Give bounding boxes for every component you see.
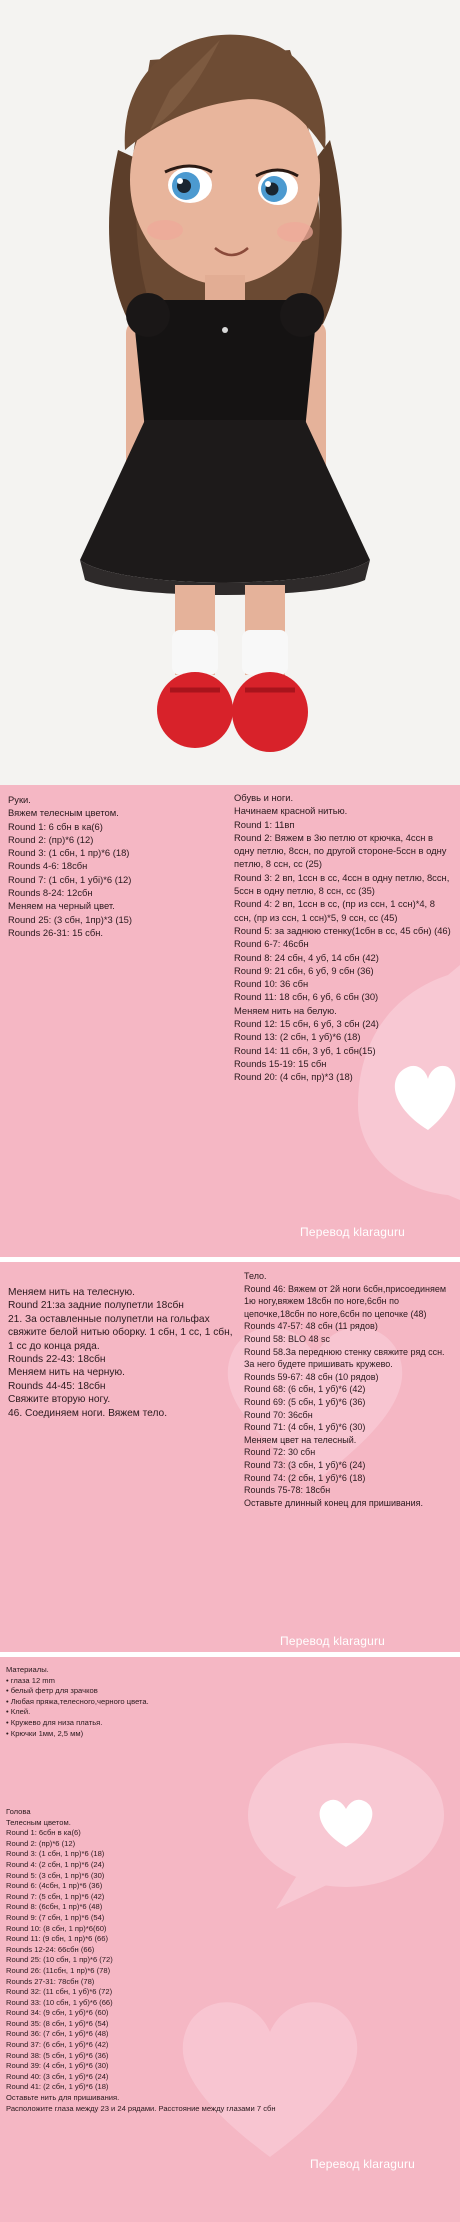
- text-line: Round 33: (10 сбн, 1 уб)*6 (66): [6, 1997, 113, 2007]
- head-instructions: [6, 1807, 276, 2114]
- translator-credit: Перевод klaraguru: [310, 2157, 416, 2171]
- text-line: Round 13: (2 сбн, 1 уб)*6 (18): [234, 1031, 361, 1043]
- text-line: Round 69: (5 сбн, 1 уб)*6 (36): [244, 1396, 366, 1407]
- text-line: Round 25: (3 сбн, 1пр)*3 (15): [8, 913, 133, 925]
- text-line: Round 12: 15 сбн, 6 уб, 3 сбн (24): [234, 1018, 379, 1030]
- text-line: Round 3: (1 сбн, 1 пр)*6 (18): [6, 1849, 105, 1859]
- text-line: Round 32: (11 сбн, 1 уб)*6 (72): [6, 1987, 113, 1997]
- text-line: Rounds 47-57: 48 сбн (11 рядов): [244, 1321, 378, 1332]
- text-line: Меняем нить на черную.: [8, 1367, 125, 1379]
- text-line: Rounds 75-78: 18сбн: [244, 1485, 331, 1496]
- text-line: Round 3: 2 вп, 1ссн в сс, 4ссн в одну петлю, 8ссн, 5ссн в одну петлю, 8 ссн, сс (35): [234, 871, 450, 897]
- materials-list: [6, 1665, 149, 1739]
- pattern-panel-legs-body: [0, 1262, 460, 1652]
- text-line: Rounds 22-43: 18сбн: [8, 1354, 106, 1366]
- text-line: Вяжем телесным цветом.: [8, 807, 119, 819]
- text-line: Round 6: (4сбн, 1 пр)*6 (36): [6, 1881, 103, 1891]
- text-line: Round 5: за заднюю стенку(1сбн в сс, 45 сбн) (46): [234, 924, 451, 936]
- text-line: Round 73: (3 сбн, 1 уб)*6 (24): [244, 1459, 366, 1470]
- text-line: Round 2: (пр)*6 (12): [6, 1838, 76, 1848]
- text-line: • Кружево для низа платья.: [6, 1717, 103, 1727]
- text-line: Материалы.: [6, 1665, 49, 1674]
- text-line: Round 72: 30 сбн: [244, 1447, 316, 1458]
- text-line: Round 26: (11сбн, 1 пр)*6 (78): [6, 1965, 111, 1975]
- arms-instructions: [8, 793, 132, 939]
- text-line: Голова: [6, 1807, 31, 1816]
- text-line: Round 71: (4 сбн, 1 уб)*6 (30): [244, 1422, 366, 1433]
- text-line: Оставьте длинный конец для пришивания.: [244, 1497, 424, 1508]
- text-line: Round 11: 18 сбн, 6 уб, 6 сбн (30): [234, 991, 379, 1003]
- text-line: Round 2: Вяжем в 3ю петлю от крючка, 4ссн в одну петлю, 8ссн, по другой стороне-5ссн в одну петлю, 8 ссн, сс (25): [234, 831, 447, 870]
- text-line: Round 11: (9 сбн, 1 пр)*6 (66): [6, 1934, 108, 1944]
- body-instructions: [244, 1270, 456, 1509]
- text-line: Round 1: 6сбн в ка(6): [6, 1828, 81, 1838]
- text-line: • белый фетр для зрачков: [6, 1686, 98, 1696]
- text-line: Round 4: (2 сбн, 1 пр)*6 (24): [6, 1859, 105, 1869]
- text-line: Round 8: (6сбн, 1 пр)*6 (48): [6, 1902, 103, 1912]
- text-line: Обувь и ноги.: [234, 792, 294, 803]
- text-line: Расположите глаза между 23 и 24 рядами. Расстояние между глазами 7 сбн: [6, 2103, 276, 2113]
- text-line: Round 10: (8 сбн, 1 пр)*6(60): [6, 1923, 107, 1933]
- text-line: Round 6-7: 46сбн: [234, 938, 309, 950]
- text-line: Rounds 8-24: 12сбн: [8, 887, 93, 899]
- text-line: Round 70: 36сбн: [244, 1409, 313, 1420]
- text-line: Rounds 26-31: 15 сбн.: [8, 926, 103, 938]
- text-line: Round 36: (7 сбн, 1 уб)*6 (48): [6, 2029, 109, 2039]
- text-line: Round 3: (1 сбн, 1 пр)*6 (18): [8, 847, 130, 859]
- translator-credit: Перевод klaraguru: [300, 1225, 406, 1239]
- text-line: • Клей.: [6, 1707, 31, 1717]
- text-line: Rounds 59-67: 48 сбн (10 рядов): [244, 1371, 379, 1382]
- text-line: Rounds 4-6: 18сбн: [8, 860, 88, 872]
- text-line: 21. За оставленные полупетли на гольфах свяжите белой нитью оборку. 1 сбн, 1 сс, 1 сбн, 1 сс до конца ряда.: [8, 1313, 233, 1352]
- text-line: • глаза 12 mm: [6, 1675, 55, 1685]
- text-line: Round 58.За переднюю стенку свяжите ряд ссн. За него будете пришивать кружево.: [244, 1346, 445, 1370]
- text-line: Rounds 15-19: 15 сбн: [234, 1057, 327, 1069]
- text-line: Round 46: Вяжем от 2й ноги 6сбн,присоединяем 1ю ногу,вяжем 18сбн по ноге,6сбн по цепочке,18сбн по ноге,6сбн по цепочке (48): [244, 1283, 447, 1319]
- text-line: • Любая пряжа,телесного,черного цвета.: [6, 1696, 149, 1706]
- text-line: Round 14: 11 сбн, 3 уб, 1 сбн(15): [234, 1044, 376, 1056]
- text-line: Меняем нить на белую.: [234, 1004, 337, 1016]
- text-line: Round 37: (6 сбн, 1 уб)*6 (42): [6, 2040, 109, 2050]
- shoes-legs-instructions: [234, 791, 454, 1084]
- text-line: Round 2: (пр)*6 (12): [8, 833, 94, 845]
- text-line: Round 40: (3 сбн, 1 уб)*6 (24): [6, 2071, 109, 2081]
- text-line: Round 35: (8 сбн, 1 уб)*6 (54): [6, 2018, 109, 2028]
- text-line: Телесным цветом.: [6, 1817, 71, 1827]
- text-line: Round 1: 6 сбн в ка(6): [8, 820, 103, 832]
- text-line: Round 10: 36 сбн: [234, 978, 309, 990]
- text-line: Round 7: (5 сбн, 1 пр)*6 (42): [6, 1891, 105, 1901]
- text-line: Round 58: BLO 48 sc: [244, 1333, 331, 1344]
- pattern-panel-materials-head: [0, 1657, 460, 2222]
- text-line: Меняем нить на телесную.: [8, 1287, 135, 1298]
- text-line: Round 8: 24 сбн, 4 уб, 14 сбн (42): [234, 951, 379, 963]
- text-line: • Крючки 1мм, 2,5 мм): [6, 1728, 84, 1738]
- text-line: Rounds 27-31: 78сбн (78): [6, 1976, 95, 1986]
- text-line: Round 41: (2 сбн, 1 уб)*6 (18): [6, 2082, 109, 2092]
- translator-credit: Перевод klaraguru: [280, 1634, 386, 1648]
- text-line: Round 21:за задние полупетли 18сбн: [8, 1300, 184, 1312]
- text-line: Round 7: (1 сбн, 1 убі)*6 (12): [8, 873, 132, 885]
- doll-photo: [0, 0, 460, 785]
- text-line: Round 38: (5 сбн, 1 уб)*6 (36): [6, 2050, 109, 2060]
- text-line: Руки.: [8, 794, 31, 805]
- text-line: Начинаем красной нитью.: [234, 805, 348, 817]
- text-line: Round 4: 2 вп, 1ссн в сс, (пр из ссн, 1 ссн)*4, 8 ссн, (пр из ссн, 1 ссн)*5, 9 ссн, сс (45): [234, 898, 435, 923]
- text-line: Меняем на черный цвет.: [8, 900, 115, 912]
- text-line: Меняем цвет на телесный.: [244, 1434, 357, 1445]
- legs-instructions: [8, 1286, 240, 1420]
- text-line: Свяжите вторую ногу.: [8, 1394, 111, 1406]
- pattern-panel-arms-shoes: [0, 785, 460, 1257]
- text-line: Round 34: (9 сбн, 1 уб)*6 (60): [6, 2008, 109, 2018]
- text-line: Round 1: 11вп: [234, 818, 295, 830]
- text-line: Rounds 12-24: 66сбн (66): [6, 1944, 95, 1954]
- text-line: Тело.: [244, 1271, 267, 1281]
- text-line: Round 74: (2 сбн, 1 уб)*6 (18): [244, 1472, 366, 1483]
- text-line: Round 5: (3 сбн, 1 пр)*6 (30): [6, 1870, 105, 1880]
- text-line: Оставьте нить для пришивания.: [6, 2093, 120, 2103]
- text-line: Round 68: (6 сбн, 1 уб)*6 (42): [244, 1384, 366, 1395]
- text-line: 46. Соединяем ноги. Вяжем тело.: [8, 1407, 168, 1419]
- text-line: Round 20: (4 сбн, пр)*3 (18): [234, 1071, 353, 1083]
- text-line: Round 25: (10 сбн, 1 пр)*6 (72): [6, 1955, 113, 1965]
- text-line: Round 39: (4 сбн, 1 уб)*6 (30): [6, 2061, 109, 2071]
- text-line: Round 9: 21 сбн, 6 уб, 9 сбн (36): [234, 964, 374, 976]
- text-line: Round 9: (7 сбн, 1 пр)*6 (54): [6, 1912, 105, 1922]
- text-line: Rounds 44-45: 18сбн: [8, 1380, 106, 1392]
